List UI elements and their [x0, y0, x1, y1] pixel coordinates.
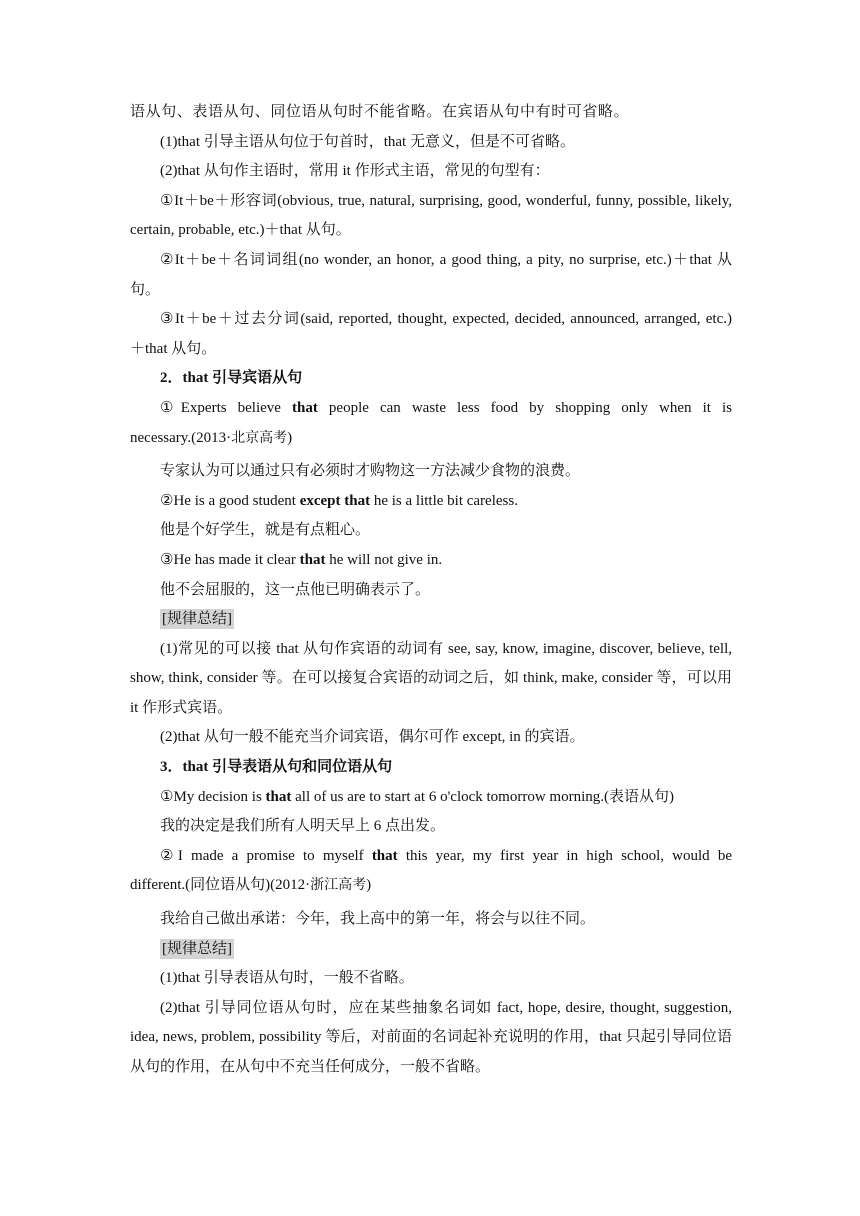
- s3-ex1-keyword: that: [265, 788, 292, 805]
- s2-ex2-keyword: except that: [299, 492, 371, 509]
- section-3-title: that 引导表语从句和同位语从句: [182, 759, 393, 776]
- s3-example-2-translation: 我给自己做出承诺：今年，我上高中的第一年，将会与以往不同。: [160, 911, 596, 928]
- s2-example-1-line-a: [130, 394, 732, 424]
- s2-example-1-line-b: [130, 424, 732, 454]
- section-2-title: that 引导宾语从句: [182, 370, 303, 387]
- s3-ex2-close: ): [366, 877, 372, 894]
- s2-summary-1-line-b: show, think, consider 等。在可以接复合宾语的动词之后，如 think, make, consider 等，可以用: [130, 670, 732, 687]
- intro-line-0: 语从句、表语从句、同位语从句时不能省略。在宾语从句中有时可省略。: [130, 104, 630, 120]
- s3-ex2-pre: ②I made a promise to myself: [160, 847, 372, 864]
- s3-ex1-post: all of us are to start at 6 o'clock tomorrow morning.(表语从句): [291, 788, 674, 805]
- pattern-2-line-a: ②It＋be＋名词词组(no wonder, an honor, a good thing, a pity, no surprise, etc.)＋that 从: [160, 251, 732, 268]
- s3-summary-2-line-a: (2)that 引导同位语从句时，应在某些抽象名词如 fact, hope, desire, thought, suggestion,: [160, 999, 732, 1016]
- s3-example-2-line-a: [130, 842, 732, 872]
- s3-summary-2-line-c: 从句的作用，在从句中不充当任何成分，一般不省略。: [130, 1059, 491, 1075]
- s2-ex1-pre: ①Experts believe: [160, 399, 293, 416]
- section-3-heading: [130, 753, 732, 783]
- s3-ex2-keyword: that: [371, 847, 398, 864]
- s2-example-3: [130, 546, 732, 576]
- s2-ex2-pre: ②He is a good student: [160, 492, 300, 509]
- section-2-heading: [130, 364, 732, 394]
- s2-ex3-pre: ③He has made it clear: [160, 551, 300, 568]
- section-2-number: 2．: [160, 370, 183, 387]
- s3-ex1-pre: ①My decision is: [160, 788, 266, 805]
- s2-example-2-translation: 他是个好学生，就是有点粗心。: [160, 522, 371, 539]
- s2-ex1-source: 北京高考: [231, 429, 288, 446]
- s3-example-2-line-b: [130, 871, 732, 901]
- s3-ex2-tail: different.(同位语从句)(2012·: [130, 877, 311, 894]
- pattern-1-line-b: certain, probable, etc.)＋that 从句。: [130, 222, 351, 239]
- pattern-3-line-a: ③It＋be＋过去分词(said, reported, thought, expected, decided, announced, arranged, etc.): [160, 311, 732, 328]
- s2-ex2-post: he is a little bit careless.: [370, 492, 518, 509]
- s3-summary-1: (1)that 引导表语从句时，一般不省略。: [160, 970, 414, 987]
- intro-line-2: (2)that 从句作主语时，常用 it 作形式主语，常见的句型有：: [160, 163, 550, 180]
- section-3-number: 3．: [160, 759, 183, 776]
- s2-ex1-close: ): [287, 429, 293, 446]
- s2-summary-1-line-a: (1)常见的可以接 that 从句作宾语的动词有 see, say, know, imagine, discover, believe, tell,: [160, 640, 732, 657]
- s2-example-2: [130, 487, 732, 517]
- s2-ex1-post: people can waste less food by shopping only when it is: [317, 399, 732, 416]
- s3-ex2-post: this year, my first year in high school, would be: [397, 847, 732, 864]
- pattern-3-line-b: ＋that 从句。: [130, 340, 217, 357]
- s2-ex3-post: he will not give in.: [325, 551, 443, 568]
- document-page: [130, 98, 732, 1083]
- s2-ex3-keyword: that: [299, 551, 326, 568]
- intro-line-1: (1)that 引导主语从句位于句首时，that 无意义，但是不可省略。: [160, 133, 575, 150]
- pattern-1-line-a: ①It＋be＋形容词(obvious, true, natural, surprising, good, wonderful, funny, possible, likely,: [160, 192, 732, 209]
- pattern-2-line-b: 句。: [130, 281, 161, 298]
- s2-ex1-tail: necessary.(2013·: [130, 429, 232, 446]
- s3-ex2-source: 浙江高考: [310, 877, 367, 894]
- s2-summary-1-line-c: it 作形式宾语。: [130, 699, 233, 716]
- s2-summary-2: (2)that 从句一般不能充当介词宾语，偶尔可作 except, in 的宾语。: [160, 729, 585, 746]
- s2-ex1-keyword: that: [292, 399, 318, 416]
- s3-summary-2-line-b: idea, news, problem, possibility 等后，对前面的名词起补充说明的作用，that 只起引导同位语: [130, 1029, 732, 1046]
- s3-summary-tag: [规律总结]: [162, 940, 232, 957]
- s2-example-1-translation: 专家认为可以通过只有必须时才购物这一方法减少食物的浪费。: [160, 463, 581, 480]
- s2-summary-tag: [规律总结]: [162, 611, 232, 628]
- s3-example-1-translation: 我的决定是我们所有人明天早上 6 点出发。: [160, 818, 446, 835]
- s2-example-3-translation: 他不会屈服的，这一点他已明确表示了。: [160, 581, 431, 598]
- s3-example-1: [130, 783, 732, 813]
- s3-summary-heading: [130, 935, 732, 965]
- s2-summary-heading: [130, 605, 732, 635]
